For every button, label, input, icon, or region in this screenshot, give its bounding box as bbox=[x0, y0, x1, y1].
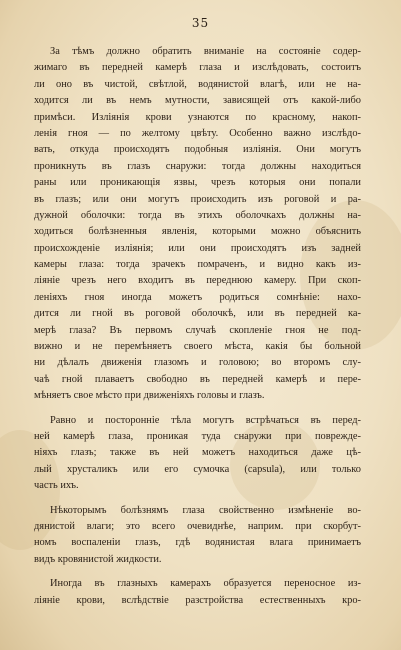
text-line: видъ кровянистой жидкости. bbox=[34, 553, 162, 565]
text-line: дужной оболочки: тогда въ этихъ оболочкахъ должны на- bbox=[34, 209, 361, 221]
text-line: вать, откуда происходятъ подобныя изліянія. Они могутъ bbox=[34, 144, 361, 156]
text-line: чаѣ гной плаваетъ свободно въ передней камерѣ и пере- bbox=[34, 373, 361, 385]
text-line: ходится ли въ немъ мутности, зависящей отъ какой-либо bbox=[34, 95, 361, 107]
text-line: камеры глаза: тогда зрачекъ помраченъ, и видно какъ из- bbox=[34, 259, 361, 271]
paragraph-2 bbox=[34, 413, 361, 495]
text-line: мерѣ глаза? Въ первомъ случаѣ скопленіе гноя не под- bbox=[34, 324, 361, 336]
text-line: часть ихъ. bbox=[34, 480, 79, 492]
text-line: номъ воспаленіи глазъ, гдѣ водянистая влага принимаетъ bbox=[34, 537, 361, 549]
text-line: ніяхъ глазъ; также въ ней можетъ находиться даже цѣ- bbox=[34, 447, 361, 459]
text-line: ней камерѣ глаза, проникая туда снаружи при поврежде- bbox=[34, 430, 361, 442]
text-line: леніяхъ гноя иногда можетъ родиться сомнѣніе: нахо- bbox=[34, 291, 361, 303]
text-line: ли оно въ чистой, свѣтлой, водянистой влагѣ, или не на- bbox=[34, 78, 361, 90]
text-line: въ глазъ; или они могутъ происходить изъ роговой и ра- bbox=[34, 193, 361, 205]
text-line: мѣняетъ свое мѣсто при движеніяхъ головы и глазъ. bbox=[34, 390, 265, 402]
text-line: вижно и не перемѣняетъ своего мѣста, какія бы больной bbox=[34, 341, 361, 353]
text-line: дянистой влаги; это всего очевиднѣе, наприм. при скорбут- bbox=[34, 520, 361, 532]
paragraph-1 bbox=[34, 44, 361, 405]
text-line: ліяніе крови, вслѣдствіе разстройства естественныхъ кро- bbox=[34, 594, 361, 606]
body-text bbox=[34, 44, 361, 617]
page-number: 35 bbox=[191, 16, 210, 30]
text-line: примѣси. Изліянія крови узнаются по красному, накоп- bbox=[34, 111, 361, 123]
text-line: Нѣкоторымъ болѣзнямъ глаза свойственно измѣненіе во- bbox=[50, 504, 361, 516]
text-line: ліяніе чрезъ него входитъ въ переднюю камеру. При скоп- bbox=[34, 275, 361, 287]
text-line: раны или проникающія язвы, чрезъ которыя они попали bbox=[34, 177, 361, 189]
text-line: происхожденіе изліянія; или они происходятъ изъ задней bbox=[34, 242, 361, 254]
text-line: проникнуть въ глазъ снаружи: тогда должны находиться bbox=[34, 160, 361, 172]
text-line: жимаго въ передней камерѣ глаза и изслѣдовать, состоитъ bbox=[34, 62, 361, 74]
paragraph-3 bbox=[34, 503, 361, 569]
text-line: лый хрусталикъ или его сумочка (capsula), или только bbox=[34, 463, 361, 475]
text-line: ни дѣлалъ движенія глазомъ и головою; во второмъ слу- bbox=[34, 357, 361, 369]
text-line: Иногда въ глазныхъ камерахъ образуется переносное из- bbox=[50, 578, 361, 590]
text-line: ленія гноя — по желтому цвѣту. Особенно важно изслѣдо- bbox=[34, 127, 361, 139]
text-line: ходиться болѣзненныя явленія, которыми можно объяснить bbox=[34, 226, 361, 238]
text-line: дится ли гной въ роговой оболочкѣ, или въ передней ка- bbox=[34, 308, 361, 320]
paragraph-4 bbox=[34, 576, 361, 609]
text-line: Равно и посторонніе тѣла могутъ встрѣчаться въ перед- bbox=[50, 414, 361, 426]
text-line: За тѣмъ должно обратить вниманіе на состояніе содер- bbox=[50, 46, 361, 57]
